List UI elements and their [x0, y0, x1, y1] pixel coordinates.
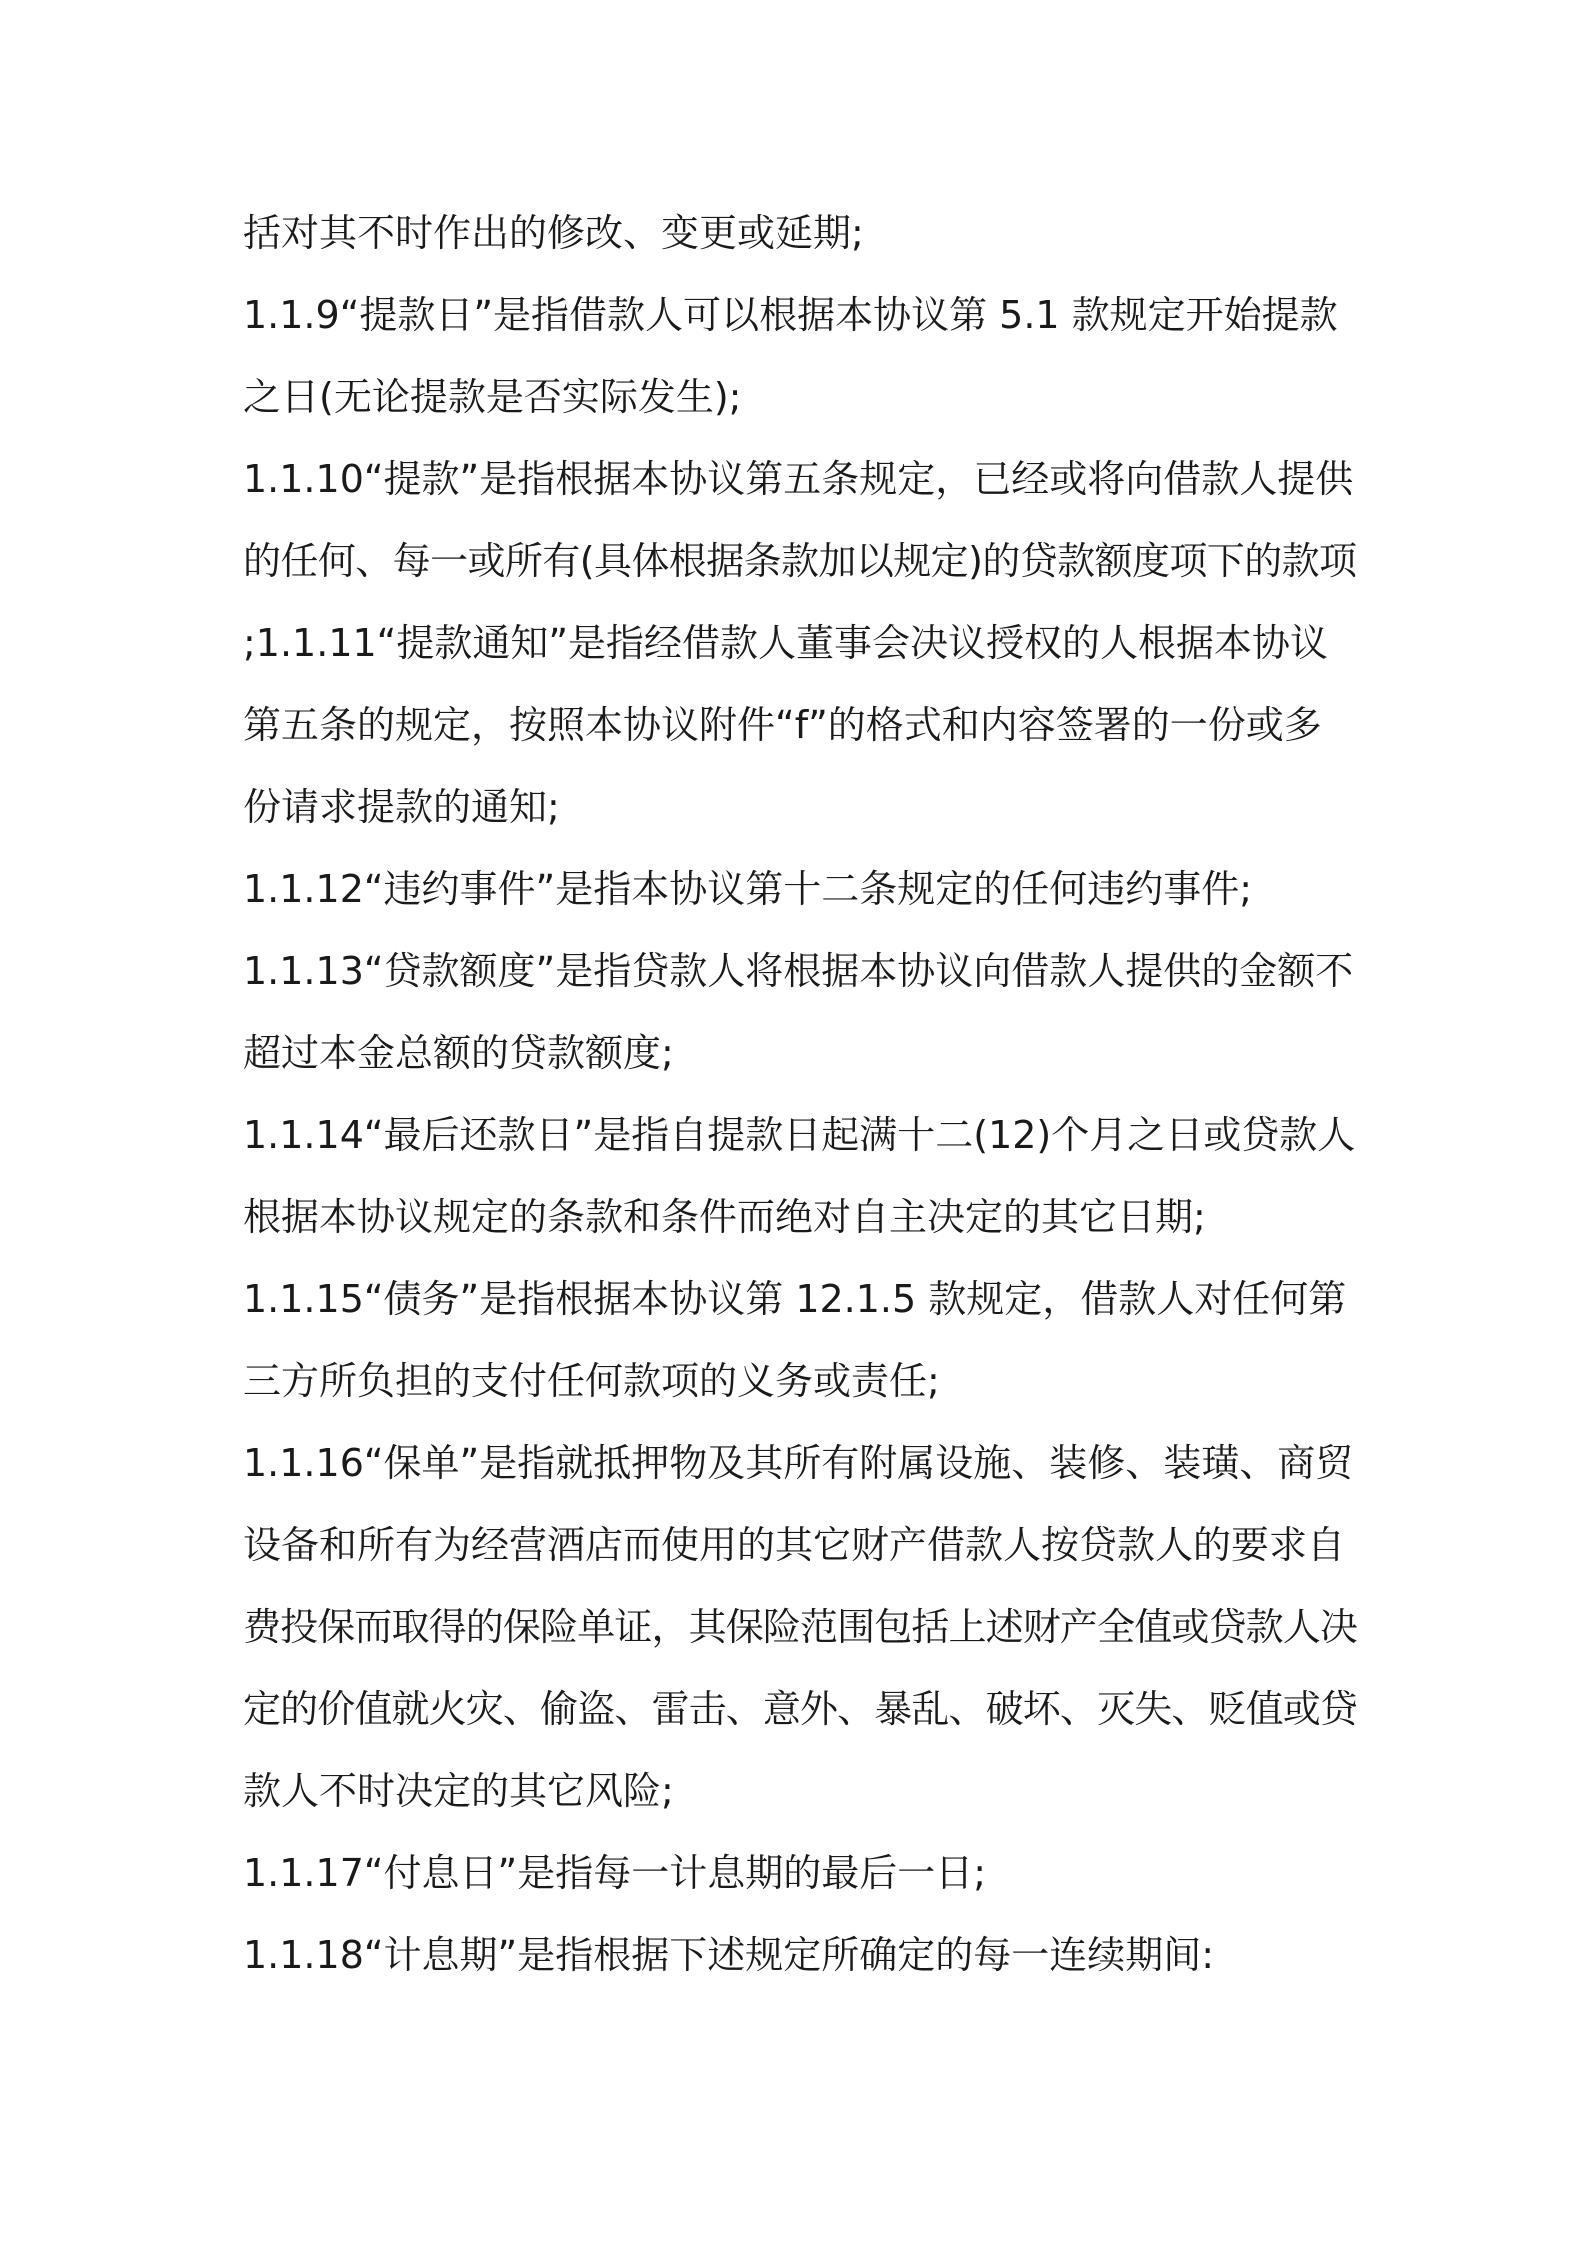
- text-line: 三方所负担的支付任何款项的义务或责任;: [243, 1359, 940, 1403]
- text-line: 1.1.14“最后还款日”是指自提款日起满十二(12)个月之日或贷款人: [243, 1113, 1356, 1157]
- text-line: 份请求提款的通知;: [243, 785, 560, 829]
- text-line: 第五条的规定，按照本协议附件“f”的格式和内容签署的一份或多: [243, 703, 1322, 747]
- text-line: 1.1.10“提款”是指根据本协议第五条规定，已经或将向借款人提供: [243, 457, 1354, 501]
- document-body: [243, 192, 1363, 1996]
- text-line: 1.1.16“保单”是指就抵押物及其所有附属设施、装修、装璜、商贸: [243, 1441, 1354, 1485]
- text-line: 设备和所有为经营酒店而使用的其它财产借款人按贷款人的要求自: [243, 1523, 1346, 1567]
- text-line: 1.1.18“计息期”是指根据下述规定所确定的每一连续期间:: [243, 1933, 1215, 1977]
- text-line: 1.1.17“付息日”是指每一计息期的最后一日;: [243, 1851, 987, 1895]
- text-line: 超过本金总额的贷款额度;: [243, 1031, 674, 1075]
- text-line: 括对其不时作出的修改、变更或延期;: [243, 211, 864, 255]
- text-line: 根据本协议规定的条款和条件而绝对自主决定的其它日期;: [243, 1195, 1206, 1239]
- text-line: 的任何、每一或所有(具体根据条款加以规定)的贷款额度项下的款项: [243, 539, 1357, 583]
- text-line: 1.1.13“贷款额度”是指贷款人将根据本协议向借款人提供的金额不: [243, 949, 1354, 993]
- text-line: ;1.1.11“提款通知”是指经借款人董事会决议授权的人根据本协议: [243, 621, 1329, 665]
- text-line: 1.1.15“债务”是指根据本协议第 12.1.5 款规定，借款人对任何第: [243, 1277, 1347, 1321]
- text-line: 之日(无论提款是否实际发生);: [243, 375, 742, 419]
- text-line: 定的价值就火灾、偷盗、雷击、意外、暴乱、破坏、灭失、贬值或贷: [243, 1687, 1358, 1731]
- text-line: 费投保而取得的保险单证，其保险范围包括上述财产全值或贷款人决: [243, 1605, 1358, 1649]
- text-line: 1.1.12“违约事件”是指本协议第十二条规定的任何违约事件;: [243, 867, 1253, 911]
- text-line: 1.1.9“提款日”是指借款人可以根据本协议第 5.1 款规定开始提款: [243, 293, 1338, 337]
- text-line: 款人不时决定的其它风险;: [243, 1769, 674, 1813]
